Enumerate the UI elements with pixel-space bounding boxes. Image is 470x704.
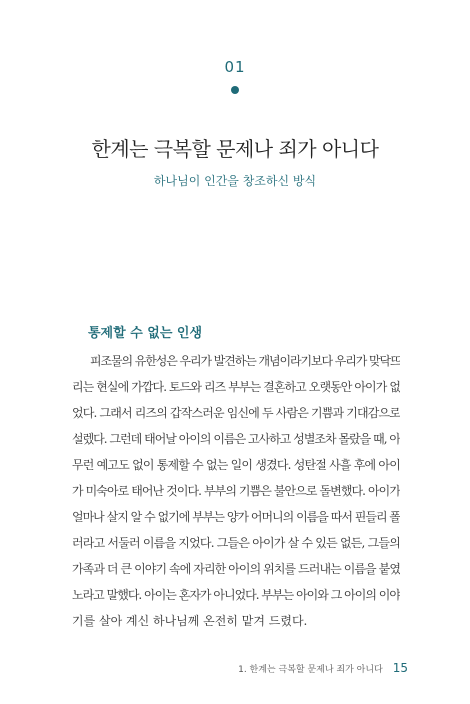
body-line: 기를 살아 계신 하나님께 온전히 맡겨 드렸다. [72, 614, 308, 628]
body-line: 얼마나 살지 알 수 없기에 부부는 양가 어머니의 이름을 따서 핀들리 폴 [72, 510, 400, 524]
body-line: 리는 현실에 가깝다. 토드와 리즈 부부는 결혼하고 오랫동안 아이가 없 [72, 380, 400, 394]
body-line: 노라고 말했다. 아이는 혼자가 아니었다. 부부는 아이와 그 아이의 이야 [72, 588, 400, 602]
section-heading: 통제할 수 없는 인생 [88, 326, 203, 341]
page-footer [238, 661, 408, 675]
body-line: 가족과 더 큰 이야기 속에 자리한 아이의 위치를 드러내는 이름을 붙였 [72, 562, 400, 576]
body-line: 피조물의 유한성은 우리가 발견하는 개념이라기보다 우리가 맞닥뜨 [90, 354, 400, 368]
body-paragraph [72, 348, 400, 634]
chapter-subtitle: 하나님이 인간을 창조하신 방식 [153, 174, 317, 188]
body-line: 러라고 서둘러 이름을 지었다. 그들은 아이가 살 수 있든 없든, 그들의 [72, 536, 400, 550]
chapter-dot-ornament [231, 86, 239, 94]
chapter-title: 한계는 극복할 문제나 죄가 아니다 [91, 137, 379, 161]
body-line: 설렜다. 그런데 태어날 아이의 이름은 고사하고 성별조차 몰랐을 때, 아 [72, 432, 400, 446]
body-line: 었다. 그래서 리즈의 갑작스러운 임신에 두 사람은 기쁨과 기대감으로 [72, 406, 400, 420]
chapter-number: 01 [224, 58, 246, 76]
body-line: 무런 예고도 없이 통제할 수 없는 일이 생겼다. 성탄절 사흘 후에 아이 [72, 458, 400, 472]
page-number: 15 [392, 661, 408, 675]
body-line: 가 미숙아로 태어난 것이다. 부부의 기쁨은 불안으로 돌변했다. 아이가 [72, 484, 400, 498]
running-title: 1. 한계는 극복할 문제나 죄가 아니다 [238, 665, 383, 675]
